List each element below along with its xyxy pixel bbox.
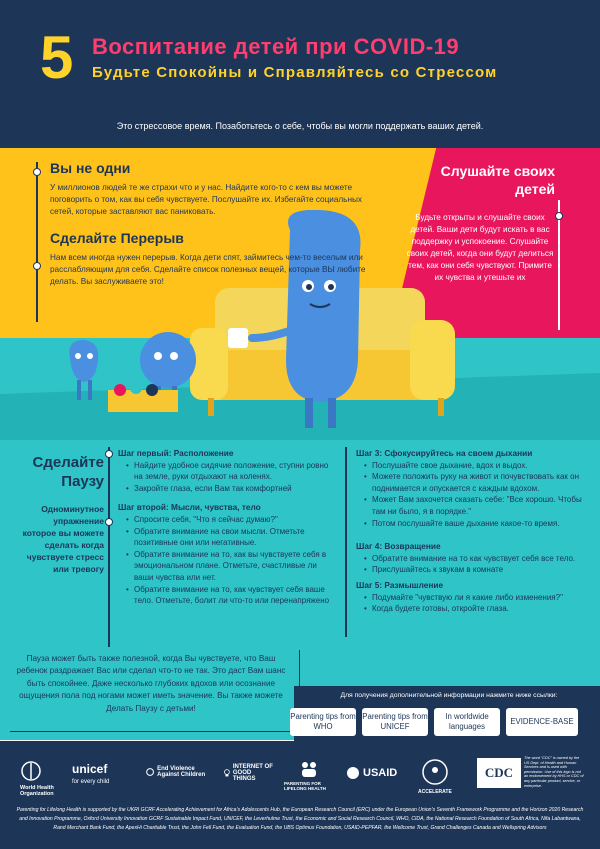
step-4-item: • Прислушайтесь к звукам в комнате	[366, 564, 588, 576]
step-5-heading: Шаг 5: Размышление	[356, 579, 444, 590]
who-logo	[20, 760, 80, 797]
cdc-logo: CDC	[477, 758, 521, 788]
step-1-heading: Шаг первый: Расположение	[118, 448, 234, 458]
evac-icon	[146, 766, 154, 778]
plh-icon	[298, 760, 320, 778]
coffee-mug	[228, 328, 248, 348]
child-large	[140, 332, 196, 388]
step-4-item: • Обратите внимание на то как чувствует себя все тело.	[366, 553, 588, 565]
steps-column-right	[356, 448, 588, 615]
step-2-item: • Спросите себя, "Что я сейчас думаю?"	[128, 514, 333, 526]
evac-logo	[146, 766, 216, 778]
cdc-note: The word "CDC" is owned by the US Dept. of Health and Human Services and is used with permission. Use of this logo is not an endorsement by HHS or CDC of any particular product, service, or enterprise.	[524, 756, 584, 788]
funders-text: Parenting for Lifelong Health is supported by the UKRI GCRF Accelerating Achievement for Africa's Adolescents Hub, the European Research Council (ERC) under the European Union's Seventh Framework Programme and the Horizon 2020 Research and Innovation Programme, Oxford University Innovation GCRF Sustainable Impact Fund, UNICEF, the Leverhulme Trust, the Economic and Social Research Council, WHO, CIDA, the National Research Foundation of South Africa, Nifa Labantwana, Rand Merchant Bank Fund, the ApexHi Charitable Trust, the John Fell Fund, the Evaluation Fund, the UBS Optimus Foundation, USAID-PEPFAR, the Wellcome Trust, Grand Challenges Canada and Wellspring Advisors	[16, 807, 584, 831]
sofa-leg-right	[438, 398, 444, 416]
child-small	[69, 340, 98, 382]
unicef-logo-text: unicef	[72, 762, 108, 776]
sofa-leg-left	[208, 398, 214, 416]
evidence-base-link[interactable]: EVIDENCE-BASE	[506, 708, 578, 736]
plh-logo	[284, 760, 334, 791]
heading-not-alone: Вы не одни	[50, 160, 131, 176]
plh-logo-text: PARENTING FOR LIFELONG HEALTH	[284, 781, 326, 791]
right-marker-dot	[555, 212, 563, 220]
step-3-item: • Потом послушайте ваше дыхание какое-то время.	[366, 518, 588, 530]
text-listen-children: Будьте открыты и слушайте своих детей. Ваши дети будут искать в вас поддержку и успокоение. Слушайте своих детей, когда они будут делиться тем, как они себя чувствуют. Примите их чувства и утешьте их	[406, 213, 554, 282]
links-title: Для получения дополнительной информации нажмите ниже ссылки:	[340, 692, 558, 699]
intro-text: Это стрессовое время. Позаботьтесь о себе, чтобы вы могли поддержать ваших детей.	[116, 121, 484, 131]
pause-description: Одноминутное упражнение которое вы можете сделать когда чувствуете стресс или тревогу	[22, 504, 104, 574]
iogt-logo-text: INTERNET OF GOOD THINGS	[232, 764, 273, 782]
usaid-logo	[346, 766, 397, 780]
accelerate-logo-text: ACCELERATE	[418, 789, 452, 795]
unicef-tagline: for every child	[72, 779, 110, 785]
who-logo-text: World Health Organization	[20, 785, 54, 797]
unicef-tips-link[interactable]: Parenting tips from UNICEF	[362, 708, 428, 736]
who-tips-link[interactable]: Parenting tips from WHO	[290, 708, 356, 736]
step-1-item: • Найдите удобное сидячие положение, ступни ровно на земле, руки отдыхают на коленях.	[128, 460, 333, 483]
step-3-heading: Шаг 3: Сфокусируйтесь на своем дыхании	[356, 448, 533, 458]
accelerate-icon	[421, 758, 449, 786]
step-4-heading: Шаг 4: Возвращение	[356, 541, 441, 552]
step-2-item: • Обратите внимание на то, как вы чувствуете себя в эмоциональном плане. Отметьте, счастливые ли ваши чувства или нет.	[128, 549, 333, 584]
unicef-logo	[72, 762, 109, 785]
step-2-item: • Обратите внимание на то, как чувствует себя ваше тело. Отметьте, болит ли что-то или перенапряжено	[128, 584, 333, 607]
step-3-item: • Можете положить руку на живот и почувствовать как он поднимается и опускается с каждым вдохом.	[366, 471, 588, 494]
step-3-item: • Послушайте свое дыхание, вдох и выдох.	[366, 460, 588, 472]
languages-link[interactable]: In worldwide languages	[434, 708, 500, 736]
pause-note: Пауза может быть также полезной, когда Вы чувствуете, что Ваш ребенок раздражает Вас или сделал что-то не так. Это даст Вам шанс быть спокойнее. Даже несколько глубоких вдохов или осознание ощущения пола под ногами может иметь значение. Вы также можете Делать Паузу с детьми!	[16, 654, 286, 713]
sofa-arm-right	[410, 320, 455, 400]
usaid-logo-text: USAID	[363, 767, 398, 779]
step-2-heading: Шаг второй: Мысли, чувства, тело	[118, 502, 261, 513]
iogt-logo	[224, 764, 274, 782]
step-5-item: • Когда будете готовы, откройте глаза.	[366, 603, 588, 615]
right-column	[405, 162, 555, 284]
heading-take-break: Сделайте Перерыв	[50, 230, 184, 246]
steps-column-left	[118, 448, 333, 607]
step-dot-2	[105, 518, 113, 526]
step-dot-1	[105, 450, 113, 458]
header-number: 5	[40, 24, 74, 91]
step-2-item: • Обратите внимание на свои мысли. Отметьте позитивные они или негативные.	[128, 526, 333, 549]
page-title: Воспитание детей при COVID-19	[92, 34, 460, 59]
parent-leg-left	[305, 398, 313, 428]
step-1-item: • Закройте глаза, если Вам так комфортней	[128, 483, 333, 495]
parent-leg-right	[328, 398, 336, 428]
who-emblem-icon	[20, 760, 42, 782]
left-column	[36, 160, 376, 288]
steps-divider-left	[108, 447, 110, 647]
step-3-item: • Может Вам захочется сказать себе: "Все хорошо. Чтобы там ни было, я в порядке."	[366, 494, 588, 517]
pause-title: Сделайте Паузу	[32, 454, 104, 490]
text-take-break: Нам всем иногда нужен перерыв. Когда дети спят, займитесь чем-то веселым или расслабляющим для себя. Сделайте список полезных вещей, которые ВЫ любите делать. Вы заслуживаете это!	[50, 253, 366, 286]
evac-logo-text: End Violence Against Children	[157, 766, 206, 778]
step-5-item: • Подумайте "чувствую ли я какие либо изменения?"	[366, 592, 588, 604]
text-not-alone: У миллионов людей те же страхи что и у нас. Найдите кого-то с кем вы можете поговорить о том, как вы себя чувствуете. Послушайте их. Избегайте социальных сетей, которые заставляют вас паниковать.	[50, 183, 362, 216]
bulb-icon	[224, 765, 230, 781]
page-subtitle: Будьте Спокойны и Справляйтесь со Стрессом	[92, 64, 498, 81]
usaid-seal-icon	[346, 766, 360, 780]
heading-listen-children: Слушайте своих детей	[440, 163, 555, 197]
accelerate-logo	[418, 758, 452, 795]
steps-divider-right	[345, 447, 347, 637]
